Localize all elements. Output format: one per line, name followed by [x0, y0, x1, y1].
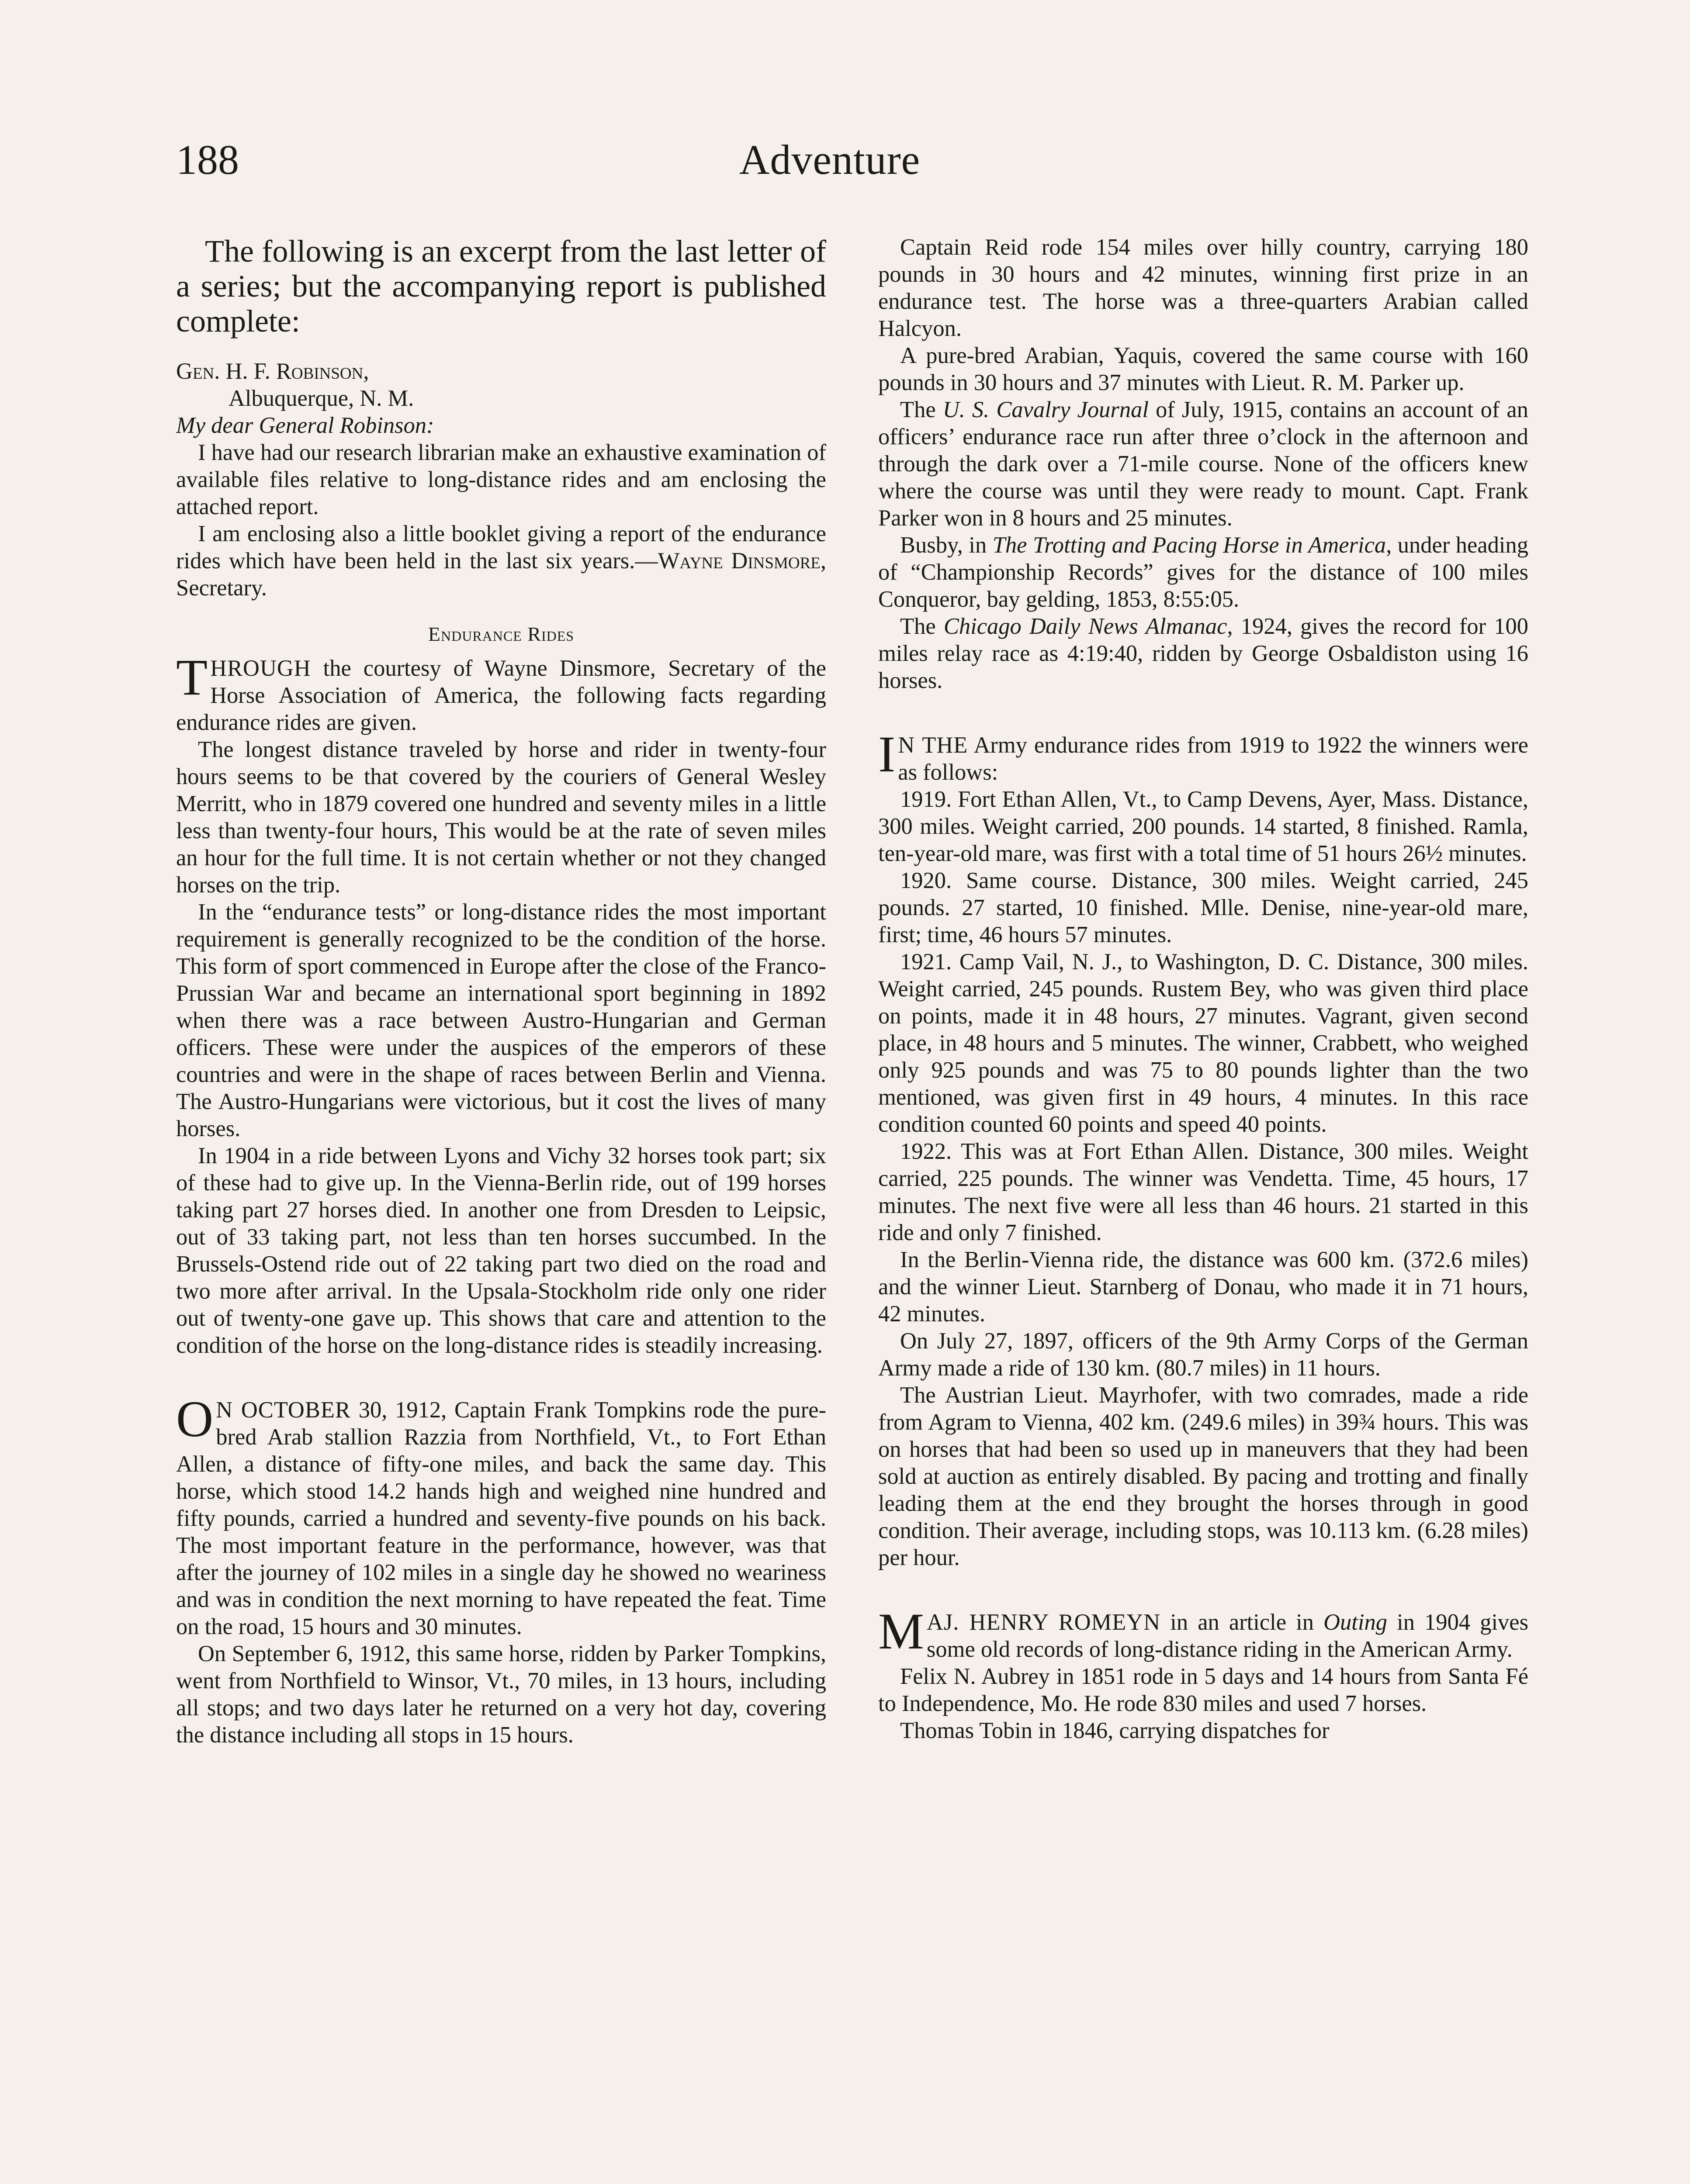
intro-paragraph: The following is an excerpt from the last letter of a series; but the accompanying report is published complete: [176, 234, 826, 339]
opening-words: N THE [898, 733, 968, 758]
right-column [878, 234, 1528, 2184]
paragraph-text: in 1904 gives some old records of long-distance riding in the American Army. [926, 1610, 1528, 1662]
body-paragraph: 1922. This was at Fort Ethan Allen. Distance, 300 miles. Weight carried, 225 pounds. The winner was Vendetta. Time, 45 hours, 17 minutes. The next five were all less than 46 hours. 21 started in this ride and only 7 finished. [878, 1139, 1528, 1245]
section-opening-paragraph [176, 1390, 826, 1640]
salutation: My dear General Robinson: [176, 413, 434, 438]
left-column [176, 234, 826, 2184]
body-paragraph: Felix N. Aubrey in 1851 rode in 5 days and 14 hours from Santa Fé to Independence, Mo. He rode 830 miles and used 7 horses. [878, 1664, 1528, 1716]
section-heading: Endurance Rides [428, 623, 575, 645]
body-paragraph: In 1904 in a ride between Lyons and Vichy 32 horses took part; six of these had to give up. In the Vienna-Berlin ride, out of 199 horses taking part 27 horses died. In another one from Dresden to Leipsic, out of 33 taking part, not less than ten horses succumbed. In the Brussels-Ostend ride out of 22 taking part two died on the road and two more after arrival. In the Upsala-Stockholm ride only one rider out of twenty-one gave up. This shows that care and attention to the condition of the horse on the long-distance rides is steadily increasing. [176, 1143, 826, 1358]
body-paragraph: On July 27, 1897, officers of the 9th Army Corps of the German Army made a ride of 130 km. (80.7 miles) in 11 hours. [878, 1328, 1528, 1381]
opening-words: AJ. HENRY ROMEYN [926, 1610, 1161, 1635]
opening-words: N OCTOBER [216, 1397, 351, 1423]
publication-title: Outing [1323, 1610, 1387, 1635]
book-title: The Trotting and Pacing Horse in America [992, 532, 1386, 558]
body-paragraph: Captain Reid rode 154 miles over hilly country, carrying 180 pounds in 30 hours and 42 minutes, winning first prize in an endurance test. The horse was a three-quarters Arabian called Halcyon. [878, 235, 1528, 341]
section-gap [878, 694, 1528, 732]
section-opening-paragraph [878, 1603, 1528, 1663]
letter-text: I am enclosing also a little booklet giving a report of the endurance rides which have been held in the last six years.— [176, 521, 826, 574]
section-opening-paragraph [878, 726, 1528, 786]
body-paragraph [878, 532, 1528, 613]
body-paragraph: In the “endurance tests” or long-distance rides the most important requirement is generally recognized to be the condition of the horse. This form of sport commenced in Europe after the close of the Franco-Prussian War and became an international sport beginning in 1892 when there was a race between Austro-Hungarian and German officers. These were under the auspices of the emperors of these countries and were in the shape of races between Berlin and Vienna. The Austro-Hungarians were victorious, but it cost the lives of many horses. [176, 899, 826, 1141]
drop-cap: M [878, 1603, 924, 1660]
body-paragraph: 1920. Same course. Distance, 300 miles. Weight carried, 245 pounds. 27 started, 10 finished. Mlle. Denise, nine-year-old mare, first; time, 46 hours 57 minutes. [878, 868, 1528, 947]
publication-title: U. S. Cavalry Journal [942, 397, 1149, 422]
section-gap [878, 1571, 1528, 1609]
body-paragraph: In the Berlin-Vienna ride, the distance was 600 km. (372.6 miles) and the winner Lieut. Starnberg of Donau, who made it in 71 hours, 42 minutes. [878, 1247, 1528, 1327]
addressee-name [176, 358, 826, 385]
letter-paragraph [176, 520, 826, 601]
drop-cap: O [176, 1390, 214, 1448]
drop-cap: I [878, 726, 896, 783]
addressee-name-text: Gen. H. F. Robinson, [176, 359, 369, 384]
signer-title: , Secretary. [176, 548, 826, 601]
paragraph-text: , 1924, gives the record for 100 miles relay race as 4:19:40, ridden by George Osbaldiston using 16 horses. [878, 614, 1528, 693]
body-paragraph: Thomas Tobin in 1846, carrying dispatches for [900, 1718, 1330, 1743]
body-paragraph: On September 6, 1912, this same horse, ridden by Parker Tompkins, went from Northfield to Winsor, Vt., 70 miles, in 13 hours, including all stops; and two days later he returned on a very hot day, covering the distance including all stops in 15 hours. [176, 1641, 826, 1748]
drop-cap: T [176, 649, 208, 706]
addressee-place: Albuquerque, N. M. [229, 386, 414, 411]
page-title: Adventure [739, 136, 921, 183]
paragraph-text: Busby, in [900, 532, 993, 558]
paragraph-text: of July, 1915, contains an account of an officers’ endurance race run after three o’clock in the afternoon and through the dark over a 71-mile course. None of the officers knew where the course was until they were ready to mount. Capt. Frank Parker won in 8 hours and 25 minutes. [878, 397, 1528, 531]
publication-title: Chicago Daily News Almanac [943, 614, 1227, 639]
paragraph-text: Army endurance rides from 1919 to 1922 the winners were as follows: [898, 733, 1528, 785]
paragraph-text: in an article in [1160, 1610, 1324, 1635]
body-paragraph [878, 613, 1528, 694]
page-number: 188 [176, 136, 239, 183]
paragraph-text: The [900, 614, 944, 639]
body-paragraph: The longest distance traveled by horse and rider in twenty-four hours seems to be that covered by the couriers of General Wesley Merritt, who in 1879 covered one hundred and seventy miles in a little less than twenty-four hours, This would be at the rate of seven miles an hour for the full time. It is not certain whether or not they changed horses on the trip. [176, 737, 826, 898]
paragraph-text: , under heading of “Championship Records” gives for the distance of 100 miles Conqueror, bay gelding, 1853, 8:55:05. [878, 532, 1528, 612]
section-opening-paragraph [176, 649, 826, 736]
paragraph-text: The [900, 397, 943, 422]
body-paragraph: 1919. Fort Ethan Allen, Vt., to Camp Devens, Ayer, Mass. Distance, 300 miles. Weight carried, 200 pounds. 14 started, 8 finished. Ramla, ten-year-old mare, was first with a total time of 51 hours 26½ minutes. [878, 787, 1528, 866]
body-paragraph [878, 396, 1528, 532]
opening-words: HROUGH [210, 656, 311, 681]
body-paragraph: 1921. Camp Vail, N. J., to Washington, D. C. Distance, 300 miles. Weight carried, 245 pounds. Rustem Bey, who was given third place on points, made it in 48 hours, 27 minutes. Vagrant, given second place, in 48 hours and 5 minutes. The winner, Crabbett, who weighed only 925 pounds and was 75 to 80 pounds lighter than the two mentioned, was given first in 49 hours, 4 minutes. In this race condition counted 60 points and speed 40 points. [878, 949, 1528, 1137]
page-header [0, 0, 1690, 227]
signer-name: Wayne Dinsmore [658, 548, 821, 574]
body-paragraph: A pure-bred Arabian, Yaquis, covered the same course with 160 pounds in 30 hours and 37 minutes with Lieut. R. M. Parker up. [878, 343, 1528, 395]
letter-paragraph: I have had our research librarian make an exhaustive examination of available files relative to long-distance rides and am enclosing the attached report. [176, 440, 826, 519]
section-gap [176, 1359, 826, 1396]
body-paragraph: The Austrian Lieut. Mayrhofer, with two comrades, made a ride from Agram to Vienna, 402 km. (249.6 miles) in 39¾ hours. This was on horses that had been so used up in maneuvers that they had been sold at auction as entirely disabled. By pacing and trotting and finally leading them at the end they brought the horses through in good condition. Their average, including stops, was 10.113 km. (6.28 miles) per hour. [878, 1382, 1528, 1570]
paragraph-text: 30, 1912, Captain Frank Tompkins rode the pure-bred Arab stallion Razzia from Northfield, Vt., to Fort Ethan Allen, a distance of fifty-one miles, and back the same day. This horse, which stood 14.2 hands high and weighed nine hundred and fifty pounds, carried a hundred and seventy-five pounds on his back. The most important feature in the performance, however, was that after the journey of 102 miles in a single day he showed no weariness and was in condition the next morning to have repeated the feat. Time on the road, 15 hours and 30 minutes. [176, 1397, 826, 1639]
paragraph-text: the courtesy of Wayne Dinsmore, Secretary of the Horse Association of America, the following facts regarding endurance rides are given. [176, 656, 826, 735]
